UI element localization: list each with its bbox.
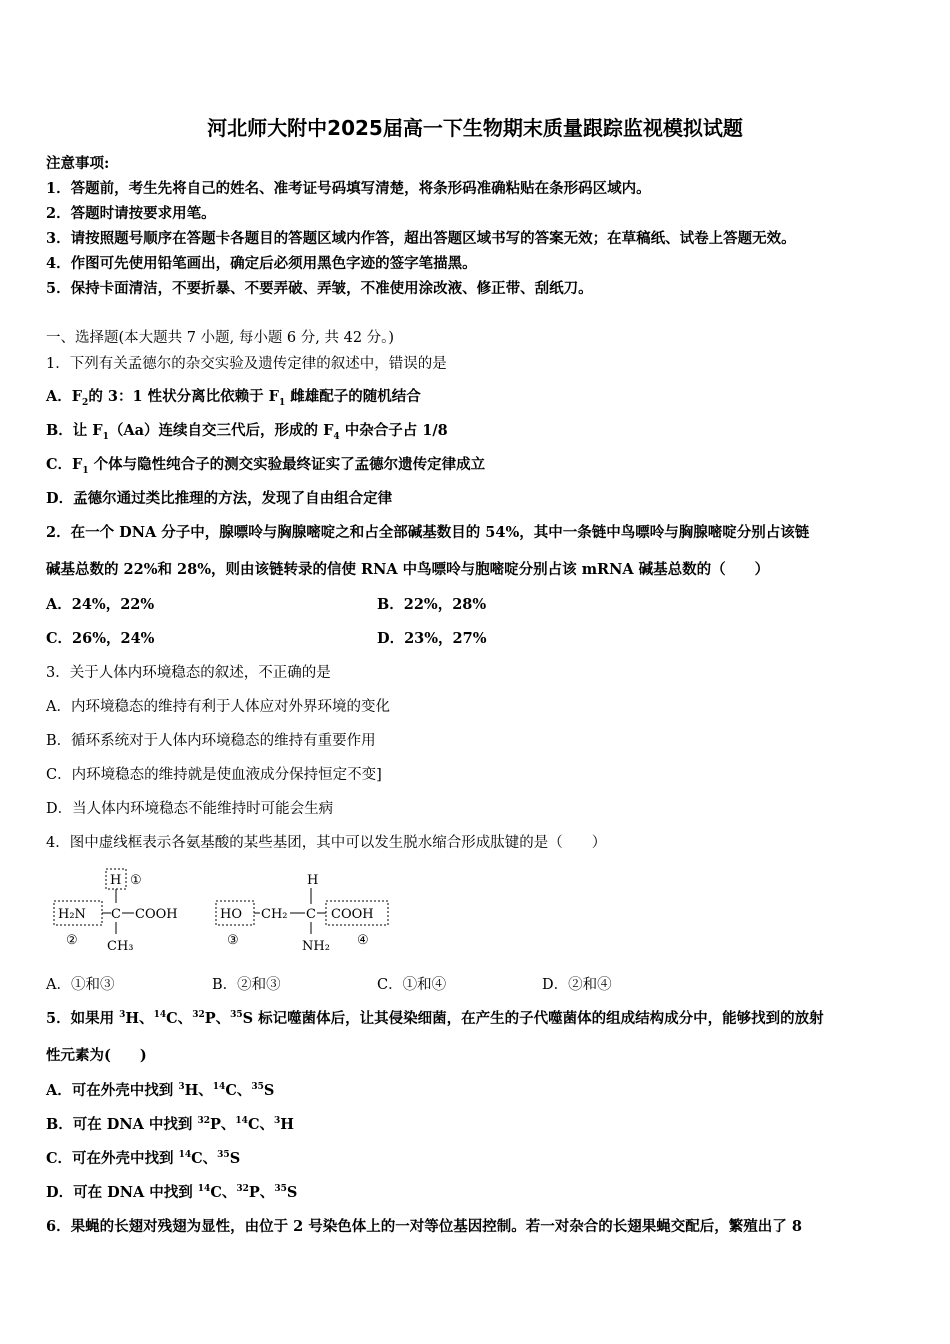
label-1: ① xyxy=(130,873,142,888)
label-2: ② xyxy=(66,933,78,948)
notice-item: 2．答题时请按要求用笔。 xyxy=(46,205,216,222)
m1-ch3: CH₃ xyxy=(107,939,134,954)
m1-cooh: COOH xyxy=(135,907,178,922)
m2-cooh: COOH xyxy=(331,907,374,922)
q1-option-a[interactable]: A．$F_2$的 3：1 性状分离比依赖于 $F_1$ 雌雄配子的随机结合 xyxy=(46,388,421,408)
m1-c: C xyxy=(111,907,121,922)
question-5-stem-cont: 性元素为( ) xyxy=(46,1047,147,1064)
label-4: ④ xyxy=(357,933,369,948)
q3-option-c[interactable]: C．内环境稳态的维持就是使血液成分保持恒定不变] xyxy=(46,767,382,783)
m1-h: H xyxy=(110,873,122,888)
q5-option-d[interactable]: D．可在 DNA 中找到 $^{14}$C、$^{32}$P、$^{35}$S xyxy=(46,1184,298,1201)
q5-option-b[interactable]: B．可在 DNA 中找到 $^{32}$P、$^{14}$C、$^3$H xyxy=(46,1116,294,1133)
notice-item: 1．答题前，考生先将自己的姓名、准考证号码填写清楚，将条形码准确粘贴在条形码区域内。 xyxy=(46,180,651,197)
q4-option-c[interactable]: C．①和④ xyxy=(377,977,447,993)
question-2-stem: 2．在一个 DNA 分子中，腺嘌呤与胸腺嘧啶之和占全部碱基数目的 54%，其中一条链中鸟嘌呤与胸腺嘧啶分别占该链 xyxy=(46,524,810,541)
question-6-stem: 6．果蝇的长翅对残翅为显性，由位于 2 号染色体上的一对等位基因控制。若一对杂合的长翅果蝇交配后，繁殖出了 8 xyxy=(46,1218,802,1235)
m1-h2n: H₂N xyxy=(58,907,86,922)
q3-option-d[interactable]: D．当人体内环境稳态不能维持时可能会生病 xyxy=(46,801,334,817)
question-4-stem: 4．图中虚线框表示各氨基酸的某些基团，其中可以发生脱水缩合形成肽键的是（ ） xyxy=(46,835,607,851)
page-title: 河北师大附中2025届高一下生物期末质量跟踪监视模拟试题 xyxy=(207,116,743,140)
m2-c: C xyxy=(306,907,316,922)
q2-option-c[interactable]: C．26%，24% xyxy=(46,630,155,647)
m2-ch2: CH₂ xyxy=(261,907,288,922)
q5-option-c[interactable]: C．可在外壳中找到 $^{14}$C、$^{35}$S xyxy=(46,1150,241,1167)
section-heading: 一、选择题(本大题共 7 小题, 每小题 6 分, 共 42 分。) xyxy=(46,330,395,346)
m2-ho: HO xyxy=(220,907,242,922)
q1-option-d[interactable]: D．孟德尔通过类比推理的方法，发现了自由组合定律 xyxy=(46,490,393,507)
question-2-stem-cont: 碱基总数的 22%和 28%，则由该链转录的信使 RNA 中鸟嘌呤与胞嘧啶分别占该 mRNA 碱基总数的（ ） xyxy=(46,561,770,578)
question-1-stem: 1．下列有关孟德尔的杂交实验及遗传定律的叙述中，错误的是 xyxy=(46,356,447,372)
q2-option-b[interactable]: B．22%，28% xyxy=(377,596,487,613)
q4-option-a[interactable]: A．①和③ xyxy=(46,977,115,993)
notice-item: 3．请按照题号顺序在答题卡各题目的答题区域内作答，超出答题区域书写的答案无效；在草稿纸、试卷上答题无效。 xyxy=(46,230,796,247)
question-5-stem: 5．如果用 $^3$H、$^{14}$C、$^{32}$P、$^{35}$S 标记噬菌体后，让其侵染细菌，在产生的子代噬菌体的组成结构成分中，能够找到的放射 xyxy=(46,1010,824,1027)
q3-option-b[interactable]: B．循环系统对于人体内环境稳态的维持有重要作用 xyxy=(46,733,376,749)
amino-acid-figure xyxy=(44,866,404,958)
q5-option-a[interactable]: A．可在外壳中找到 $^3$H、$^{14}$C、$^{35}$S xyxy=(46,1082,275,1099)
q4-option-b[interactable]: B．②和③ xyxy=(212,977,281,993)
q4-option-d[interactable]: D．②和④ xyxy=(542,977,612,993)
m2-nh2: NH₂ xyxy=(302,939,330,954)
notice-item: 4．作图可先使用铅笔画出，确定后必须用黑色字迹的签字笔描黑。 xyxy=(46,255,477,272)
notice-item: 5．保持卡面清洁，不要折暴、不要弄破、弄皱，不准使用涂改液、修正带、刮纸刀。 xyxy=(46,280,593,297)
question-3-stem: 3．关于人体内环境稳态的叙述，不正确的是 xyxy=(46,665,331,681)
q2-option-a[interactable]: A．24%，22% xyxy=(46,596,155,613)
m2-h: H xyxy=(307,873,319,888)
q3-option-a[interactable]: A．内环境稳态的维持有利于人体应对外界环境的变化 xyxy=(46,699,390,715)
q1-option-b[interactable]: B．让 $F_1(Aa)$连续自交三代后，形成的 $F_4$ 中杂合子占 1/8 xyxy=(46,422,448,442)
notice-heading: 注意事项: xyxy=(46,155,110,172)
label-3: ③ xyxy=(227,933,239,948)
q2-option-d[interactable]: D．23%，27% xyxy=(377,630,487,647)
q1-option-c[interactable]: C．$F_1$ 个体与隐性纯合子的测交实验最终证实了孟德尔遗传定律成立 xyxy=(46,456,486,476)
